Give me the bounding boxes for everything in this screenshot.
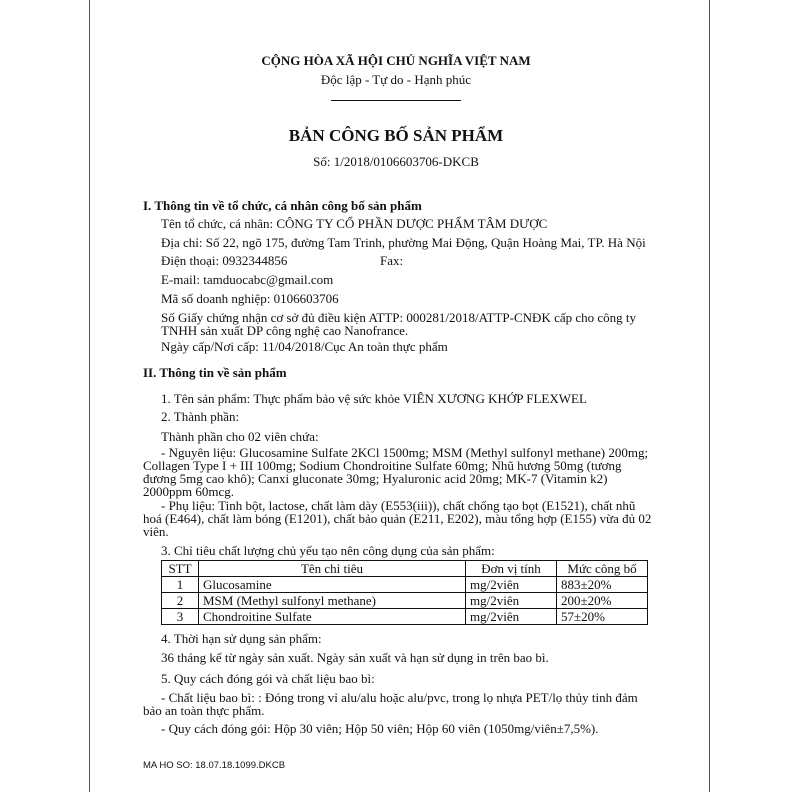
table-row — [162, 593, 648, 609]
cell-level: 200±20% — [557, 593, 648, 609]
org-name: Tên tổ chức, cá nhân: CÔNG TY CỔ PHẦN DƯỢC PHẨM TÂM DƯỢC — [161, 216, 548, 231]
excipients: - Phụ liệu: Tinh bột, lactose, chất làm dày (E553(iii)), chất chống tạo bọt (E1521), chất nhũ hoá (E464), chất làm bóng (E1201), chất bảo quản (E211, E202), màu tổng hợp (E155) vừa đủ 02 viên. — [143, 498, 652, 539]
tax-code: Mã số doanh nghiệp: 0106603706 — [161, 291, 339, 306]
dossier-code: MA HO SO: 18.07.18.1099.DKCB — [143, 760, 286, 771]
fax: Fax: — [380, 253, 404, 268]
section1-heading: I. Thông tin về tổ chức, cá nhân công bố sản phẩm — [143, 198, 422, 213]
header-unit: Đơn vị tính — [466, 561, 557, 577]
cell-unit: mg/2viên — [466, 577, 557, 593]
header-stt: STT — [162, 561, 199, 577]
nation-heading: CỘNG HÒA XÃ HỘI CHỦ NGHĨA VIỆT NAM — [261, 53, 531, 68]
product-name: 1. Tên sản phẩm: Thực phẩm bảo vệ sức khỏe VIÊN XƯƠNG KHỚP FLEXWEL — [161, 391, 587, 406]
cell-stt: 3 — [162, 609, 199, 625]
table-row — [162, 577, 648, 593]
header-divider — [331, 100, 461, 101]
header-criteria: Tên chỉ tiêu — [199, 561, 466, 577]
document-title: BẢN CÔNG BỐ SẢN PHẨM — [288, 126, 504, 145]
composition-label: 2. Thành phần: — [161, 409, 240, 424]
shelf-life: 36 tháng kể từ ngày sản xuất. Ngày sản xuất và hạn sử dụng in trên bao bì. — [161, 650, 549, 665]
cell-criteria: Chondroitine Sulfate — [199, 609, 466, 625]
motto: Độc lập - Tự do - Hạnh phúc — [320, 72, 472, 87]
cell-unit: mg/2viên — [466, 593, 557, 609]
address: Địa chỉ: Số 22, ngõ 175, đường Tam Trinh, phường Mai Động, Quận Hoàng Mai, TP. Hà Nội — [161, 235, 646, 250]
cell-criteria: Glucosamine — [199, 577, 466, 593]
ingredients: - Nguyên liệu: Glucosamine Sulfate 2KCl 1500mg; MSM (Methyl sulfonyl methane) 200mg; Collagen Type I + III 100mg; Sodium Chondroitine Sulfate 60mg; Nhũ hương 50mg (tương đương 5mg cao khô); Canxi gluconate 30mg; Hyaluronic acid 20mg; MK-7 (Vitamin k2) 2000ppm 60mcg. — [143, 445, 649, 499]
cell-level: 57±20% — [557, 609, 648, 625]
packaging-material: - Chất liệu bao bì: : Đóng trong vỉ alu/alu hoặc alu/pvc, trong lọ nhựa PET/lọ thủy tinh đảm bảo an toàn thực phẩm. — [143, 690, 638, 718]
issue-info: Ngày cấp/Nơi cấp: 11/04/2018/Cục An toàn thực phẩm — [161, 339, 448, 354]
quality-table — [161, 560, 648, 625]
cell-unit: mg/2viên — [466, 609, 557, 625]
section2-heading: II. Thông tin về sản phẩm — [143, 365, 287, 380]
packaging-spec: - Quy cách đóng gói: Hộp 30 viên; Hộp 50 viên; Hộp 60 viên (1050mg/viên±7,5%). — [161, 721, 599, 736]
document-number: Số: 1/2018/0106603706-DKCB — [313, 154, 479, 169]
phone: Điện thoại: 0932344856 — [161, 253, 288, 268]
composition-intro: Thành phần cho 02 viên chứa: — [161, 429, 319, 444]
certificate-line2: TNHH sản xuất DP công nghệ cao Nanofrance. — [161, 323, 409, 338]
shelf-life-label: 4. Thời hạn sử dụng sản phẩm: — [161, 631, 322, 646]
table-row — [162, 609, 648, 625]
cell-stt: 1 — [162, 577, 199, 593]
header-level: Mức công bố — [557, 561, 648, 577]
certificate-line1: Số Giấy chứng nhận cơ sở đủ điều kiện ATTP: 000281/2018/ATTP-CNĐK cấp cho công ty — [161, 310, 637, 325]
cell-stt: 2 — [162, 593, 199, 609]
table-header-row — [162, 561, 648, 577]
cell-criteria: MSM (Methyl sulfonyl methane) — [199, 593, 466, 609]
packaging-label: 5. Quy cách đóng gói và chất liệu bao bì: — [161, 671, 375, 686]
quality-criteria-label: 3. Chỉ tiêu chất lượng chủ yếu tạo nên công dụng của sản phẩm: — [161, 543, 495, 558]
cell-level: 883±20% — [557, 577, 648, 593]
email: E-mail: tamduocabc@gmail.com — [161, 272, 334, 287]
